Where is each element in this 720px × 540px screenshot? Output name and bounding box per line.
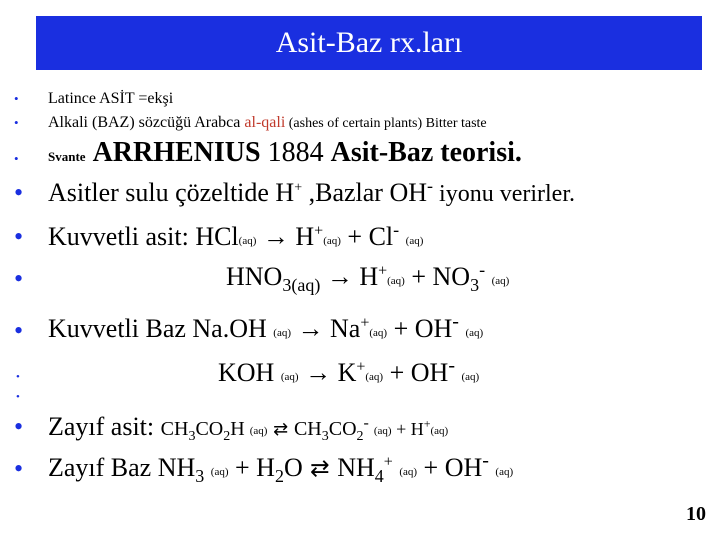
text-line-8: KOH (aq) → K+(aq) + OH- (aq) bbox=[218, 354, 480, 387]
bullet: • bbox=[14, 264, 24, 293]
equilibrium-arrow: ⇄ bbox=[267, 419, 294, 440]
bullet: • bbox=[14, 454, 24, 483]
text-line-6: $HNO_{3(aq)} \to H^+(aq) + NO_3^-$ (aq) bbox=[226, 259, 510, 296]
slide-title-text: Asit-Baz rx.ları bbox=[275, 26, 463, 59]
bullet: • bbox=[14, 151, 19, 166]
slide-title bbox=[36, 16, 702, 70]
text-line-5: Kuvvetli asit: HCl(aq) → H+(aq) + Cl- (aq) bbox=[48, 219, 424, 251]
text-line-10: Zayıf Baz $NH_3$ $(aq) + H_2O$ ⇄ $NH_4^+$ (aq) + OH- (aq) bbox=[48, 449, 514, 487]
bullet: • bbox=[16, 371, 20, 383]
text-line-1: Latince ASİT =ekşi bbox=[48, 90, 174, 107]
bullet: • bbox=[14, 222, 24, 251]
bullet: • bbox=[14, 316, 24, 345]
text-line-7: Kuvvetli Baz Na.OH (aq) → Na+(aq) + OH- (aq) bbox=[48, 310, 484, 343]
highlight-word: al-qali bbox=[244, 114, 286, 131]
bullet: • bbox=[14, 412, 24, 441]
bullet: • bbox=[14, 115, 19, 130]
text-line-4: Asitler sulu çözeltide H+ ,Bazlar OH- iyonu verirler. bbox=[48, 175, 575, 207]
bullet: • bbox=[16, 391, 20, 403]
page-number: 10 bbox=[686, 503, 706, 525]
text-line-9: Zayıf asit: $CH_3CO_2H$ (aq) ⇄ $CH_3CO_2^-$ (aq) + H+(aq) bbox=[48, 412, 449, 444]
bullet: • bbox=[14, 178, 24, 207]
text-line-3: Svante ARRHENIUS 1884 Asit-Baz teorisi. bbox=[48, 137, 522, 168]
equilibrium-arrow: ⇄ bbox=[302, 454, 338, 482]
text-line-2: Alkali (BAZ) sözcüğü Arabca al-qali (ashes of certain plants) Bitter taste bbox=[48, 114, 487, 131]
bullet: • bbox=[14, 91, 19, 106]
